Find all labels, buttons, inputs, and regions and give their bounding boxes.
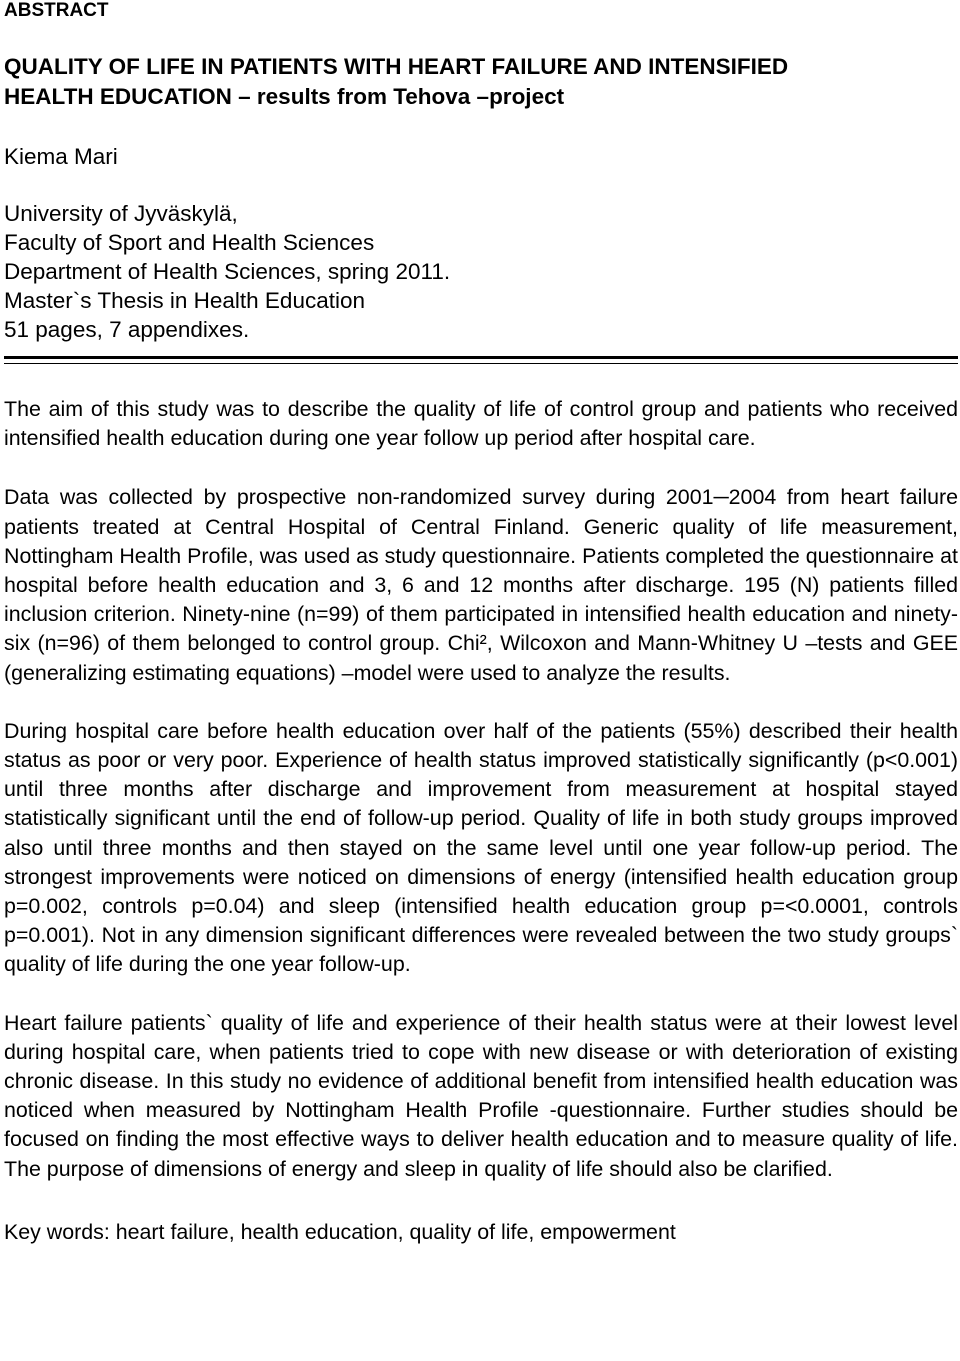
affiliation-thesis-type: Master`s Thesis in Health Education	[4, 288, 365, 313]
abstract-paragraph-conclusions: Heart failure patients` quality of life and experience of their health status were at their lowest level during hospital care, when patients tried to cope with new disease or with deterioration of existing chronic disease. In this study no evidence of additional benefit from intensified health education was noticed when measured by Nottingham Health Profile -questionnaire. Further studies should be focused on finding the most effective ways to deliver health education and to measure quality of life. The purpose of dimensions of energy and sleep in quality of life should also be clarified.	[4, 1010, 958, 1181]
affiliation-university: University of Jyväskylä,	[4, 201, 238, 226]
abstract-paragraph-aim: The aim of this study was to describe the quality of life of control group and patients who received intensified health education during one year follow up period after hospital care.	[4, 397, 958, 451]
keywords-line: Key words: heart failure, health education, quality of life, empowerment	[4, 1219, 676, 1244]
affiliation-block	[4, 199, 958, 344]
abstract-paragraph-methods: Data was collected by prospective non-randomized survey during 2001─2004 from heart failure patients treated at Central Hospital of Central Finland. Generic quality of life measurement, Nottingham Health Profile, was used as study questionnaire. Patients completed the questionnaire at hospital before health education and 3, 6 and 12 months after discharge. 195 (N) patients filled inclusion criterion. Ninety-nine (n=99) of them participated in intensified health education and ninety-six (n=96) of them belonged to control group. Chi², Wilcoxon and Mann-Whitney U –tests and GEE (generalizing estimating equations) –model were used to analyze the results.	[4, 485, 958, 685]
abstract-paragraph-results: During hospital care before health education over half of the patients (55%) described their health status as poor or very poor. Experience of health status improved statistically significantly (p<0.001) until three months after discharge and improvement from measurement at hospital stayed statistically significant until the end of follow-up period. Quality of life in both study groups improved also until three months and then stayed on the same level until one year follow-up period. The strongest improvements were noticed on dimensions of energy (intensified health education group p=0.002, controls p=0.04) and sleep (intensified health education group p=<0.0001, controls p=0.001). Not in any dimension significant differences were revealed between the two study groups` quality of life during the one year follow-up.	[4, 718, 958, 977]
affiliation-department: Department of Health Sciences, spring 2011.	[4, 259, 451, 284]
affiliation-page-count: 51 pages, 7 appendixes.	[4, 317, 250, 342]
author-name: Kiema Mari	[4, 144, 118, 169]
affiliation-faculty: Faculty of Sport and Health Sciences	[4, 230, 375, 255]
divider-thin-line	[4, 363, 958, 364]
divider-thick-line	[4, 356, 958, 359]
document-title	[4, 52, 958, 112]
section-heading: ABSTRACT	[4, 0, 109, 21]
title-line-2: HEALTH EDUCATION – results from Tehova –project	[4, 84, 565, 109]
divider-rule	[4, 356, 958, 364]
title-line-1: QUALITY OF LIFE IN PATIENTS WITH HEART FAILURE AND INTENSIFIED	[4, 54, 789, 79]
document-page	[4, 0, 958, 1247]
